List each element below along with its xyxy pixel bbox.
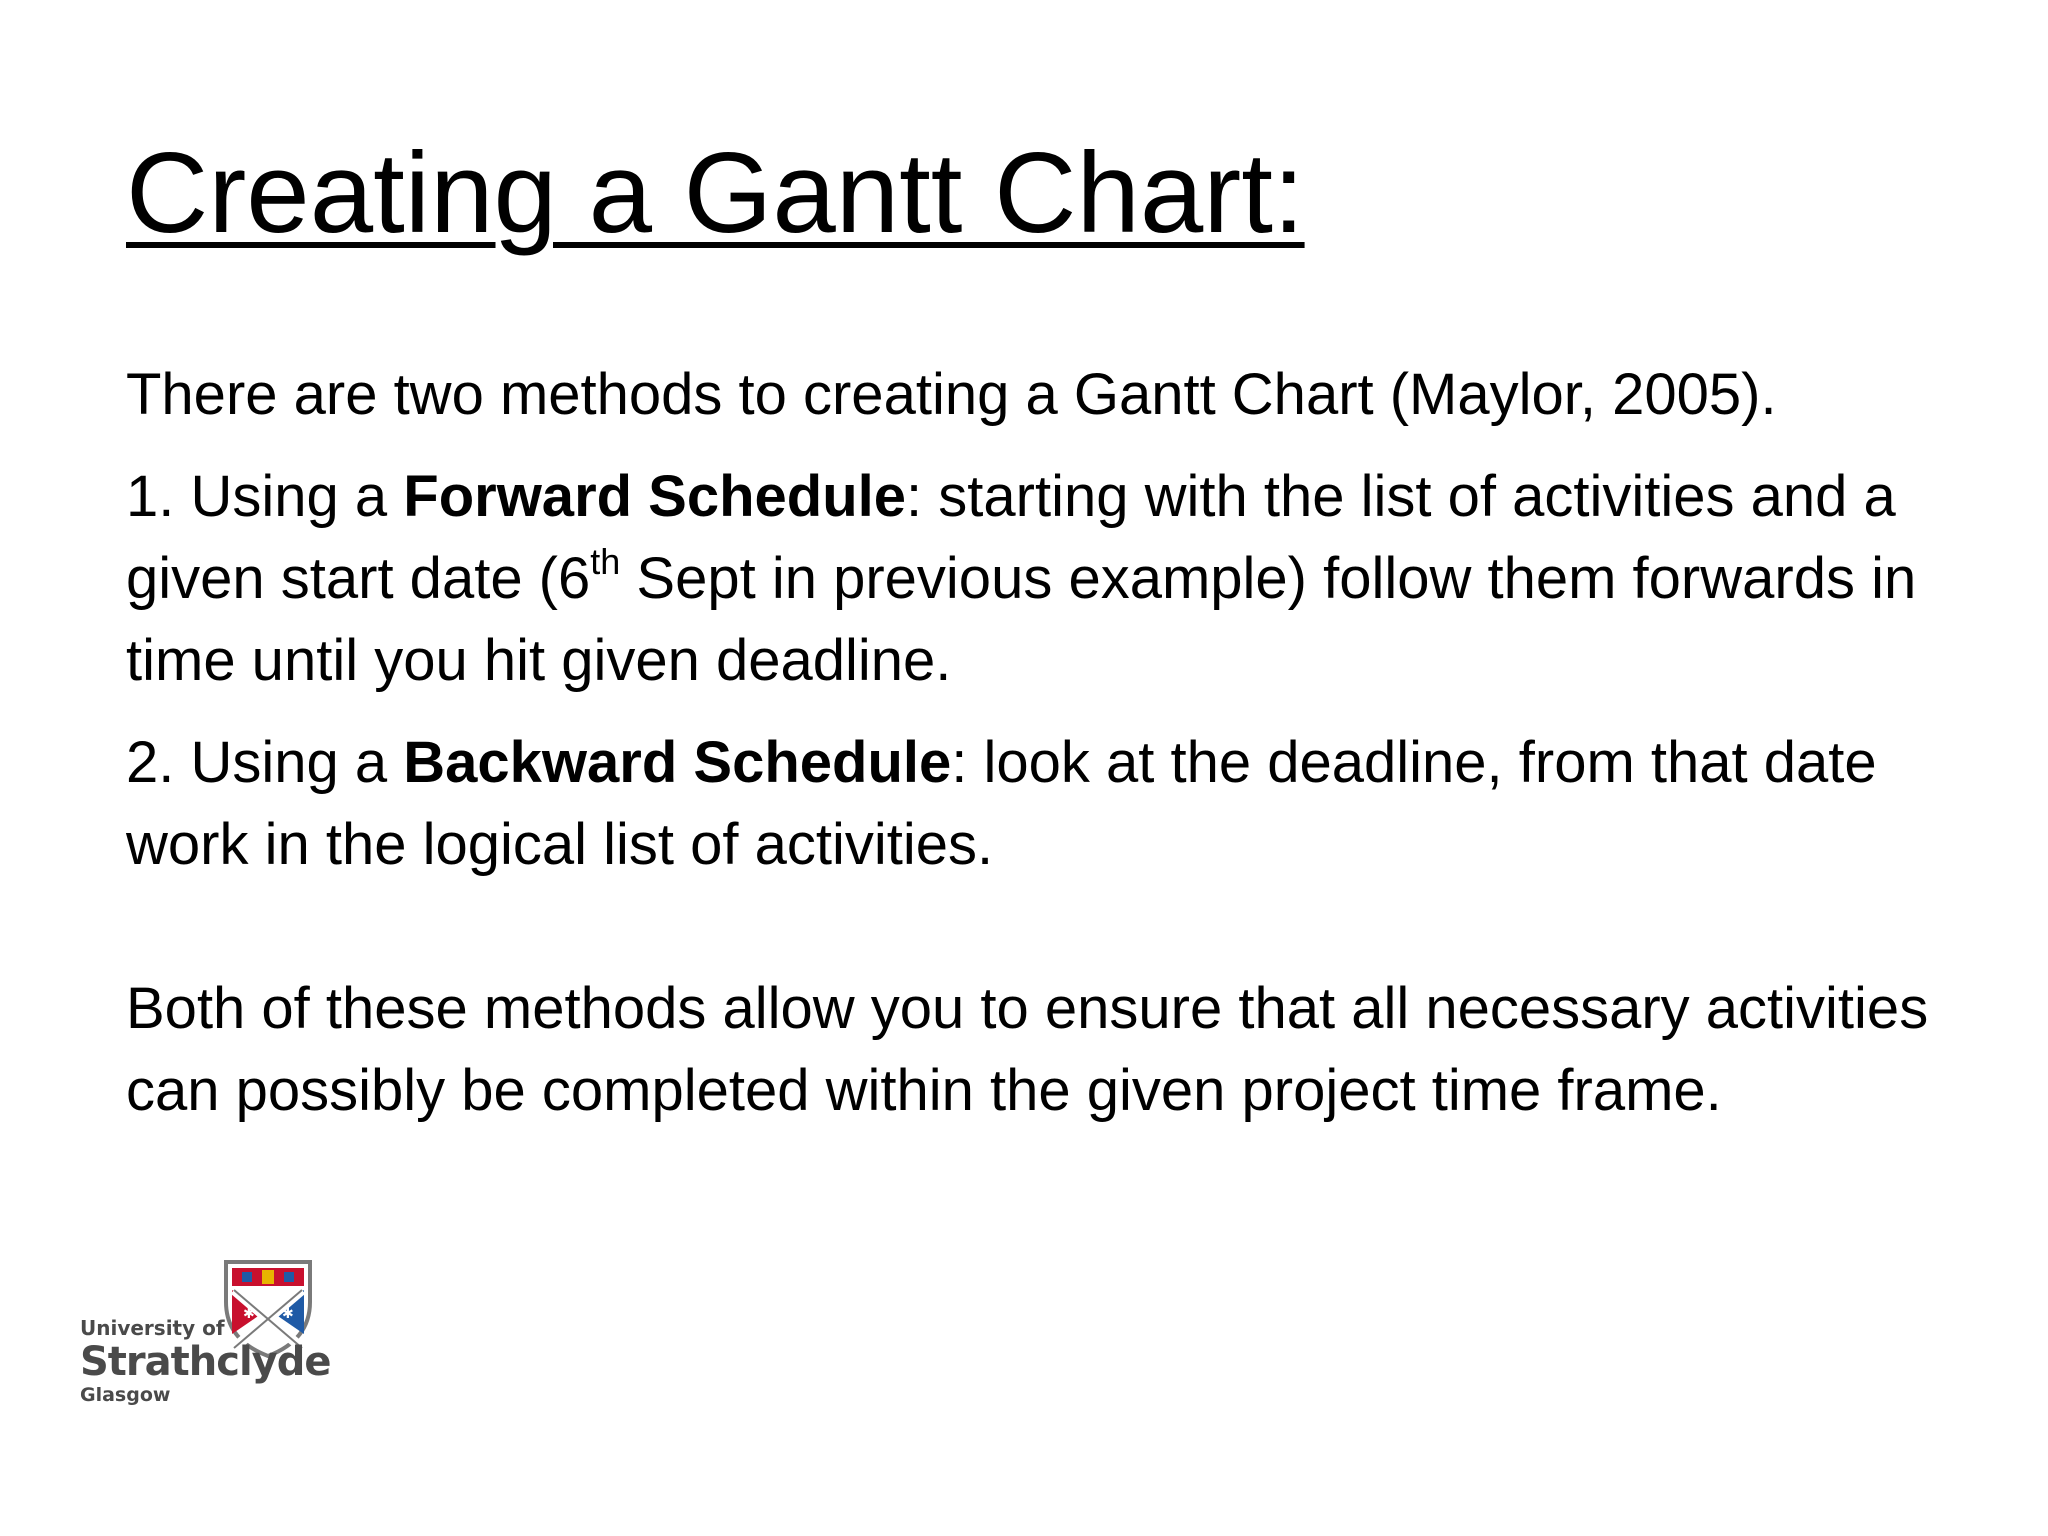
method-2-text: : look at the deadline, from that date work in the logical list of activities. — [126, 730, 1877, 877]
svg-text:✱: ✱ — [243, 1306, 255, 1322]
logo-line-2: Strathclyde — [80, 1339, 331, 1385]
svg-text:✱: ✱ — [282, 1306, 294, 1322]
slide-title: Creating a Gantt Chart: — [126, 130, 1305, 257]
method-1-prefix: 1. Using a — [126, 464, 404, 529]
method-1-text-start: : starting with the list of activities and a given start date (6 — [126, 464, 1896, 611]
ordinal-superscript: th — [590, 540, 621, 582]
intro-paragraph: There are two methods to creating a Gantt Chart (Maylor, 2005). — [126, 362, 1777, 427]
method-1-paragraph — [126, 456, 1986, 702]
method-1-name: Forward Schedule — [403, 464, 907, 529]
conclusion-paragraph: Both of these methods allow you to ensure that all necessary activities can possibly be completed within the given project time frame. — [126, 976, 1929, 1123]
logo-line-1: University of — [80, 1316, 225, 1340]
method-2-name: Backward Schedule — [403, 730, 952, 795]
university-logo — [80, 1252, 331, 1422]
slide-body — [126, 354, 1986, 1152]
method-2-paragraph — [126, 722, 1986, 886]
university-wordmark — [80, 1316, 331, 1406]
logo-line-3: Glasgow — [80, 1384, 171, 1406]
method-1-text-end: Sept in previous example) follow them forwards in time until you hit given deadline. — [126, 546, 1917, 693]
method-2-prefix: 2. Using a — [126, 730, 404, 795]
